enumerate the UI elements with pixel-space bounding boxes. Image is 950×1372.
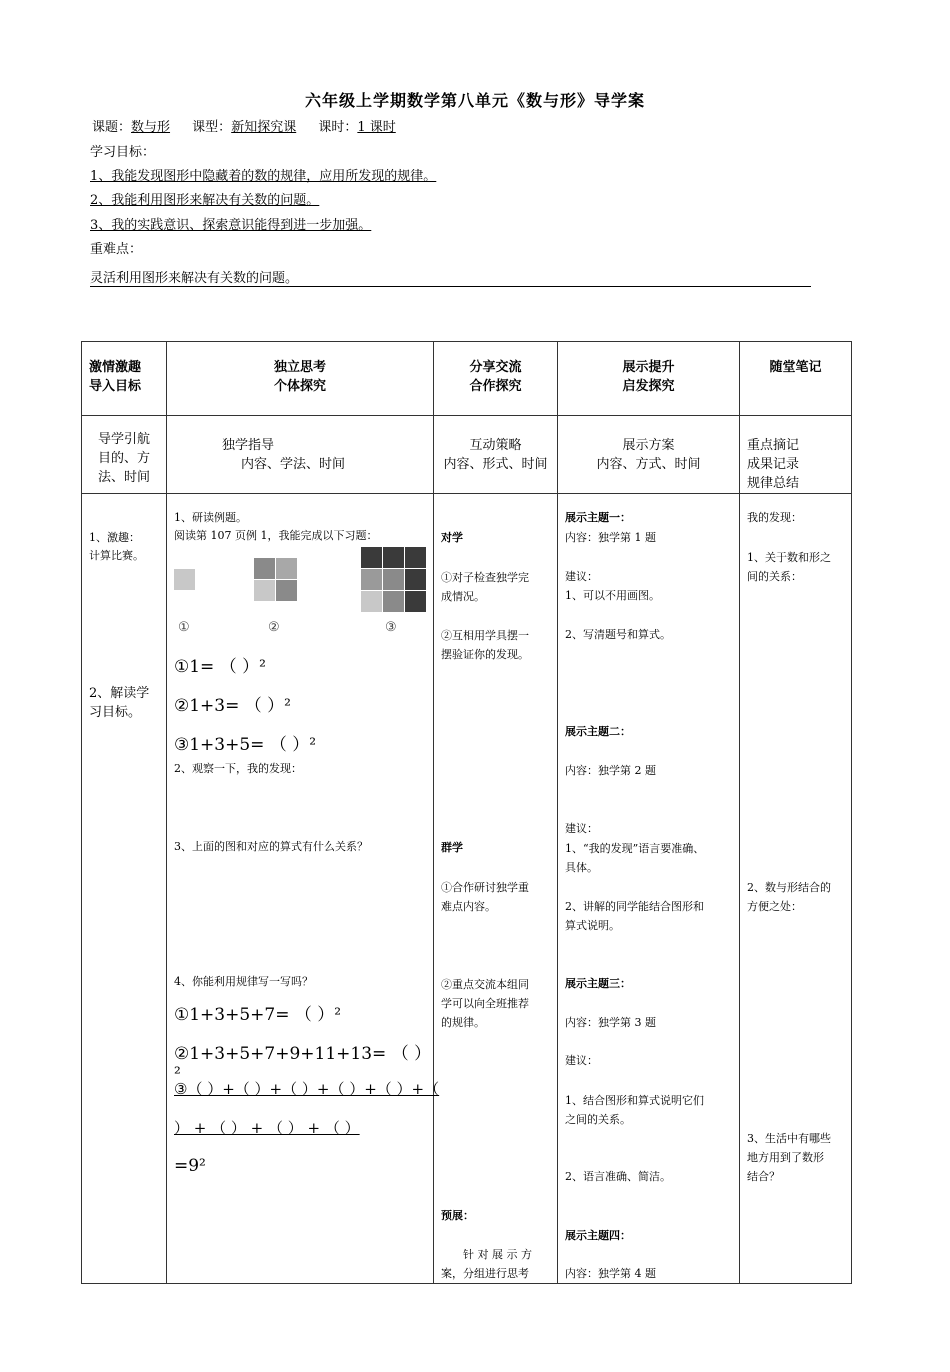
group-study-title: 群学 xyxy=(441,841,463,854)
theme-3-title: 展示主题三： xyxy=(565,977,631,990)
theme-3-s1: 1、结合图形和算式说明它们 之间的关系。 xyxy=(565,1094,704,1126)
goals-label: 学习目标： xyxy=(90,145,156,160)
subheader-row xyxy=(82,416,852,494)
header-col2: 独立思考 个体探究 xyxy=(167,342,434,416)
theme-3-content: 内容：独学第 3 题 xyxy=(565,1016,656,1029)
equation-3: ③1+3+5= （ ）² xyxy=(174,735,317,755)
equation-6b: ） + （ ） + （ ） + （ ） xyxy=(174,1119,360,1137)
lesson-meta xyxy=(92,116,396,135)
theme-1-s1: 1、可以不用画图。 xyxy=(565,589,660,602)
theme-2-title: 展示主题二： xyxy=(565,725,631,738)
step-1-detail: 阅读第 107 页例 1，我能完成以下习题： xyxy=(174,529,378,542)
preview-title: 预展： xyxy=(441,1209,474,1222)
header-row xyxy=(82,342,852,416)
topic-value: 数与形 xyxy=(131,120,171,135)
subheader-col5: 重点摘记 成果记录 规律总结 xyxy=(740,416,852,494)
figure-label-2: ② xyxy=(268,620,280,635)
topic-label: 课题： xyxy=(92,120,132,135)
step-2: 2、观察一下，我的发现： xyxy=(174,762,302,775)
header-col1: 激情激趣 导入目标 xyxy=(82,342,167,416)
goal-2: 2、我能利用图形来解决有关数的问题。 xyxy=(90,193,320,208)
pair-study-2: ②互相用学具摆一 摆验证你的发现。 xyxy=(441,629,529,661)
header-col5: 随堂笔记 xyxy=(740,342,852,416)
page-title: 六年级上学期数学第八单元《数与形》导学案 xyxy=(304,91,645,110)
subheader-col2: 独学指导 内容、学法、时间 xyxy=(167,416,434,494)
theme-3-s2: 2、语言准确、简洁。 xyxy=(565,1170,671,1183)
key-label: 重难点： xyxy=(90,242,143,257)
type-label: 课型： xyxy=(192,120,232,135)
key-text: 灵活利用图形来解决有关数的问题。 xyxy=(90,267,811,287)
subheader-col3: 互动策略 内容、形式、时间 xyxy=(434,416,558,494)
equation-6c: =9² xyxy=(174,1156,206,1176)
note-3: 3、生活中有哪些 地方用到了数形 结合？ xyxy=(747,1132,831,1183)
note-1: 1、关于数和形之 间的关系： xyxy=(747,551,831,583)
header-col3: 分享交流 合作探究 xyxy=(434,342,558,416)
theme-2-s1: 1、“我的发现”语言要准确、 具体。 xyxy=(565,842,705,874)
theme-4-content: 内容：独学第 4 题 xyxy=(565,1267,656,1280)
group-study-2: ②重点交流本组同 学可以向全班推荐 的规律。 xyxy=(441,978,529,1029)
content-row xyxy=(82,494,852,1284)
preview-text: 针 对 展 示 方 案，分组进行思考 xyxy=(441,1248,532,1280)
group-study-1: ①合作研讨独学重 难点内容。 xyxy=(441,881,529,913)
subheader-col1: 导学引航 目的、方 法、时间 xyxy=(82,416,167,494)
type-value: 新知探究课 xyxy=(231,120,297,135)
note-discovery: 我的发现： xyxy=(747,511,802,524)
content-col5 xyxy=(740,494,852,1284)
theme-2-content: 内容：独学第 2 题 xyxy=(565,764,656,777)
equation-4: ①1+3+5+7= （ ）² xyxy=(174,1005,342,1025)
content-col2 xyxy=(167,494,440,1284)
step-1: 1、研读例题。 xyxy=(174,511,247,524)
theme-2-suggest: 建议： xyxy=(565,822,598,835)
theme-1-s2: 2、写清题号和算式。 xyxy=(565,628,671,641)
subheader-col4: 展示方案 内容、方式、时间 xyxy=(558,416,740,494)
theme-3-suggest: 建议： xyxy=(565,1054,598,1067)
hours-value: 1 课时 xyxy=(357,120,396,135)
equation-5: ②1+3+5+7+9+11+13= （ ）² xyxy=(174,1044,432,1084)
figure-label-3: ③ xyxy=(385,620,397,635)
equation-2: ②1+3= （ ）² xyxy=(174,696,291,716)
pair-study-1: ①对子检查独学完 成情况。 xyxy=(441,571,529,603)
intro-item-1: 1、激趣： 计算比赛。 xyxy=(89,531,144,562)
content-col3 xyxy=(434,494,558,1284)
equation-6a: ③（ ）+（ ）+（ ）+（ ）+（ ）+（ xyxy=(174,1080,440,1098)
hours-label: 课时： xyxy=(318,120,358,135)
note-2: 2、数与形结合的 方便之处： xyxy=(747,881,831,913)
header-col4: 展示提升 启发探究 xyxy=(558,342,740,416)
figure-label-1: ① xyxy=(178,620,190,635)
goal-1: 1、我能发现图形中隐藏着的数的规律，应用所发现的规律。 xyxy=(90,169,437,184)
content-col1 xyxy=(82,494,167,1284)
theme-2-s2: 2、讲解的同学能结合图形和 算式说明。 xyxy=(565,900,704,932)
step-4: 4、你能利用规律写一写吗？ xyxy=(174,975,313,988)
study-table xyxy=(81,341,852,1284)
goal-3: 3、我的实践意识、探索意识能得到进一步加强。 xyxy=(90,218,372,233)
equation-1: ①1= （ ）² xyxy=(174,657,266,677)
theme-1-title: 展示主题一： xyxy=(565,511,631,524)
theme-4-title: 展示主题四： xyxy=(565,1229,631,1242)
theme-1-content: 内容：独学第 1 题 xyxy=(565,531,656,544)
step-3: 3、上面的图和对应的算式有什么关系？ xyxy=(174,840,368,853)
intro-item-2: 2、解读学 习目标。 xyxy=(89,686,150,720)
theme-1-suggest: 建议： xyxy=(565,570,598,583)
content-col4 xyxy=(558,494,740,1284)
pair-study-title: 对学 xyxy=(441,531,463,544)
